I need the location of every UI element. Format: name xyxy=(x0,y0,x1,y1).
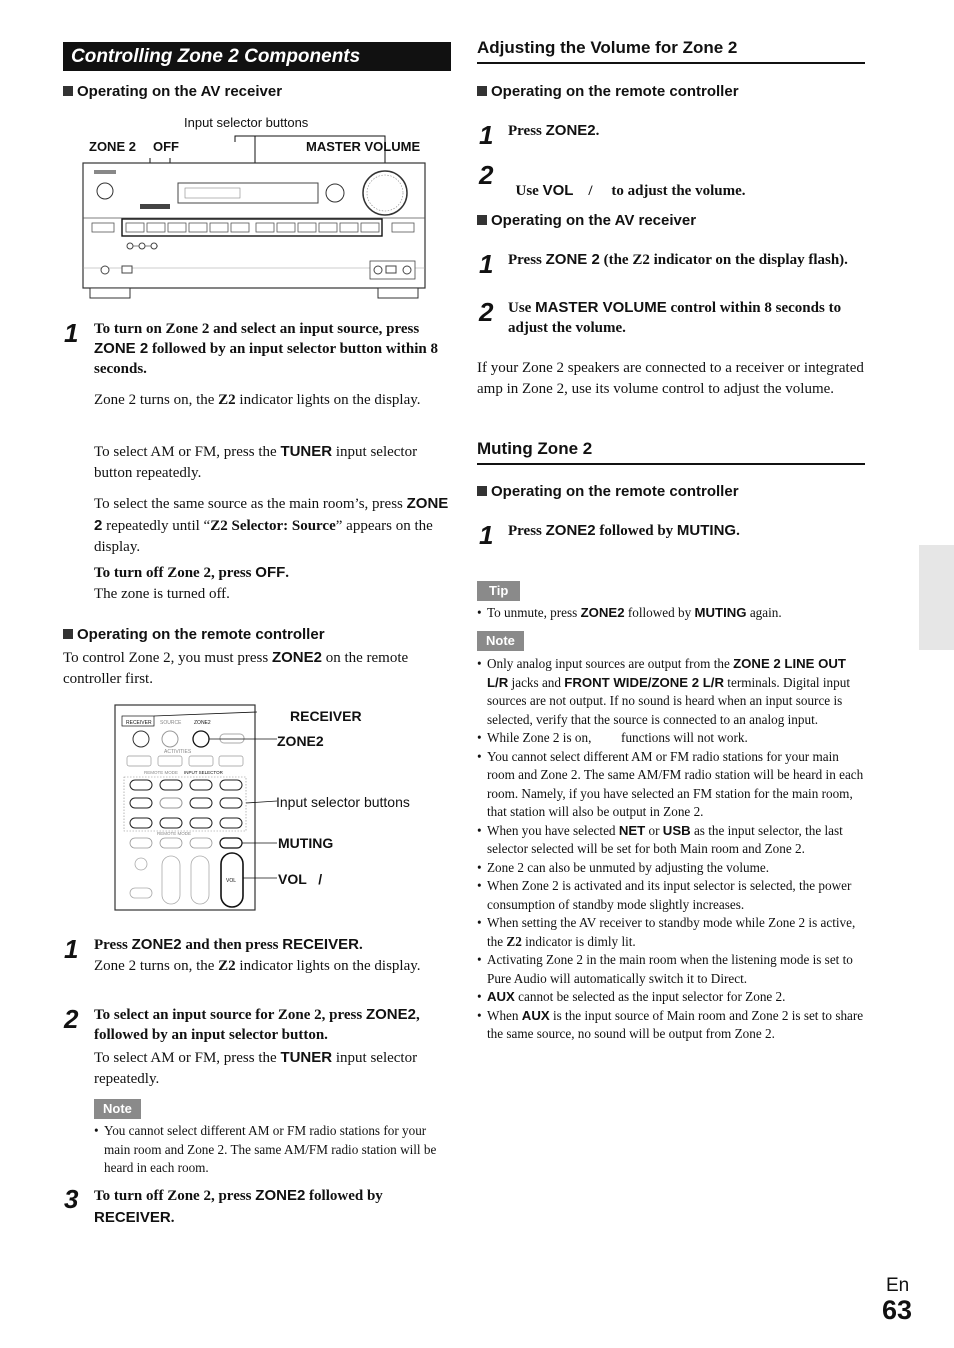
list-item: • You cannot select different AM or FM radio stations for your main room and Zone 2. The same AM/FM radio station will be heard in each room. Namely, if you have selected an FM station for the main room, that station will also be output in Zone 2. xyxy=(477,748,869,822)
paragraph: Zone 2 turns on, the Z2 indicator lights on the display. xyxy=(94,958,421,974)
step-instruction: Use VOL / to adjust the volume. xyxy=(515,182,746,199)
list-item: • To unmute, press ZONE2 followed by MUTING again. xyxy=(477,604,867,623)
svg-text:ACTIVITIES: ACTIVITIES xyxy=(164,749,192,755)
step-number: 1 xyxy=(64,318,79,348)
paragraph: If your Zone 2 speakers are connected to a receiver or integrated amp in Zone 2, use its volume control to adjust the volume. xyxy=(477,360,864,397)
paragraph: To select AM or FM, press the TUNER input selector repeatedly. xyxy=(94,1049,418,1087)
av-receiver-heading: Operating on the AV receiver xyxy=(477,211,696,231)
step-number: 2 xyxy=(64,1004,79,1034)
note-list xyxy=(94,1122,448,1178)
section-side-tab xyxy=(919,545,954,650)
fig2-input-selector-label: Input selector buttons xyxy=(276,794,410,810)
fig1-input-selector-label: Input selector buttons xyxy=(184,115,309,130)
paragraph: The zone is turned off. xyxy=(94,586,230,602)
list-item: • When Zone 2 is activated and its input selector is selected, the power consumption of standby mode slightly increases. xyxy=(477,877,869,914)
fig1-zone2-label: ZONE 2 xyxy=(89,139,136,154)
tip-list xyxy=(477,604,867,623)
square-bullet-icon xyxy=(63,629,73,639)
remote-heading: Operating on the remote controller xyxy=(477,82,739,102)
list-item: • When you have selected NET or USB as the input selector, the last selector selected will be set for both Main room and Zone 2. xyxy=(477,822,869,859)
list-item: • When AUX is the input source of Main room and Zone 2 is set to share the same source, no sound will be output from Zone 2. xyxy=(477,1007,869,1044)
paragraph: To select the same source as the main room’s, press ZONE 2 repeatedly until “Z2 Selector: Source” appears on the display. xyxy=(94,495,449,555)
square-bullet-icon xyxy=(63,86,73,96)
list-item: • Only analog input sources are output from the ZONE 2 LINE OUT L/R jacks and FRONT WIDE/ZONE 2 L/R terminals. Digital input sources are not output. If no sound is heard when an input source is selected, verify that the source is connected to an analog input. xyxy=(477,655,869,729)
fig2-muting-label: MUTING xyxy=(278,835,334,851)
list-item: • When setting the AV receiver to standby mode while Zone 2 is active, the Z2 indicator is dimly lit. xyxy=(477,914,869,951)
fig1-master-volume-label: MASTER VOLUME xyxy=(306,139,421,154)
step-instruction: To turn off Zone 2, press ZONE2 followed by RECEIVER. xyxy=(94,1187,383,1226)
volume-section-heading: Adjusting the Volume for Zone 2 xyxy=(477,37,865,64)
step-instruction: To turn on Zone 2 and select an input source, press ZONE 2 followed by an input selector button within 8 seconds. xyxy=(94,321,438,377)
svg-text:REMOTE MODE: REMOTE MODE xyxy=(157,831,192,836)
list-item: • Zone 2 can also be unmuted by adjusting the volume. xyxy=(477,859,869,878)
step-number: 2 xyxy=(479,160,494,190)
note-badge: Note xyxy=(477,631,524,651)
svg-text:RECEIVER: RECEIVER xyxy=(126,720,152,726)
step-number: 1 xyxy=(479,120,494,150)
note-list xyxy=(477,655,869,1044)
page-number: 63 xyxy=(882,1295,913,1325)
step-instruction: Press ZONE 2 (the Z2 indicator on the display flash). xyxy=(508,251,848,268)
list-item: • While Zone 2 is on, functions will not work. xyxy=(477,729,869,748)
list-item: • AUX cannot be selected as the input selector for Zone 2. xyxy=(477,988,869,1007)
step-instruction: Press ZONE2 and then press RECEIVER. xyxy=(94,936,363,953)
remote-controller-illustration xyxy=(112,702,282,912)
av-receiver-heading: Operating on the AV receiver xyxy=(63,82,282,102)
svg-text:VOL: VOL xyxy=(226,878,237,884)
note-badge: Note xyxy=(94,1099,141,1119)
step-number: 1 xyxy=(479,520,494,550)
av-receiver-illustration xyxy=(80,128,430,303)
step-number: 2 xyxy=(479,297,494,327)
step-number: 1 xyxy=(479,249,494,279)
paragraph: To control Zone 2, you must press ZONE2 on the remote controller first. xyxy=(63,649,409,687)
muting-section-heading: Muting Zone 2 xyxy=(477,438,865,465)
fig2-receiver-label: RECEIVER xyxy=(290,708,362,724)
step-instruction: To select an input source for Zone 2, press ZONE2, followed by an input selector button. xyxy=(94,1006,420,1043)
paragraph: To select AM or FM, press the TUNER input selector button repeatedly. xyxy=(94,443,418,481)
fig1-off-label: OFF xyxy=(153,139,179,154)
list-item: • You cannot select different AM or FM radio stations for your main room and Zone 2. The same AM/FM radio station will be heard in each room. xyxy=(94,1122,448,1178)
list-item: • Activating Zone 2 in the main room when the listening mode is set to Pure Audio will automatically switch it to Direct. xyxy=(477,951,869,988)
turn-off-instruction: To turn off Zone 2, press OFF. xyxy=(94,564,290,581)
svg-text:ZONE2: ZONE2 xyxy=(194,720,211,726)
square-bullet-icon xyxy=(477,86,487,96)
svg-text:REMOTE MODE: REMOTE MODE xyxy=(144,770,179,775)
step-number: 3 xyxy=(64,1184,79,1214)
section-banner: Controlling Zone 2 Components xyxy=(63,42,451,71)
square-bullet-icon xyxy=(477,486,487,496)
step-instruction: Use MASTER VOLUME control within 8 seconds to adjust the volume. xyxy=(508,299,842,336)
language-label: En xyxy=(886,1275,910,1296)
svg-text:SOURCE: SOURCE xyxy=(160,720,182,726)
fig2-zone2-label: ZONE2 xyxy=(277,733,324,749)
svg-text:INPUT SELECTOR: INPUT SELECTOR xyxy=(184,770,223,775)
remote-heading: Operating on the remote controller xyxy=(477,482,739,502)
step-number: 1 xyxy=(64,934,79,964)
step-instruction: Press ZONE2. xyxy=(508,122,600,139)
square-bullet-icon xyxy=(477,215,487,225)
tip-badge: Tip xyxy=(477,581,520,601)
step-instruction: Press ZONE2 followed by MUTING. xyxy=(508,522,740,539)
paragraph: Zone 2 turns on, the Z2 indicator lights on the display. xyxy=(94,392,421,408)
remote-heading: Operating on the remote controller xyxy=(63,625,325,645)
fig2-vol-label: VOL / xyxy=(278,871,323,887)
